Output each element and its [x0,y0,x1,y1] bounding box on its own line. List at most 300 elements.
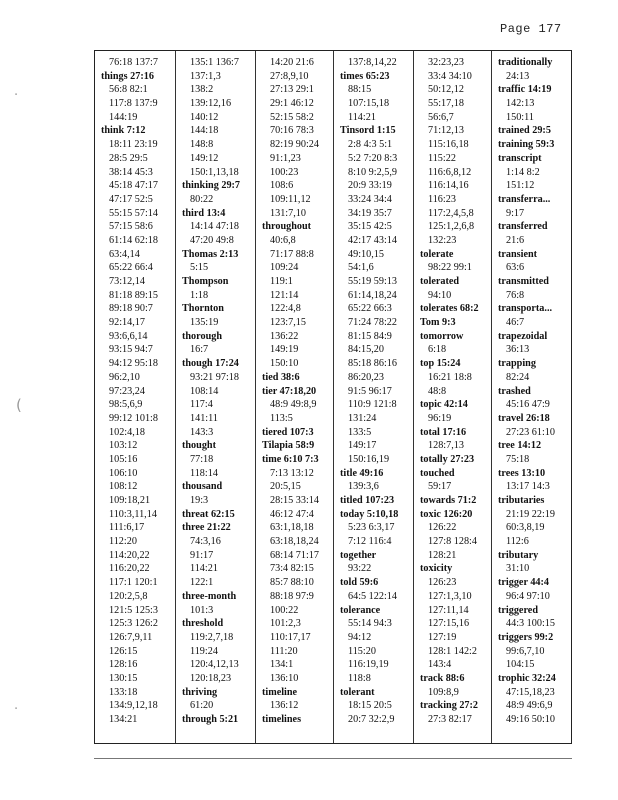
index-term: transferred [498,221,548,233]
index-term: transcript [498,152,542,164]
index-reference: 144:18 [190,125,219,137]
index-reference: 121:14 [270,289,299,301]
index-reference: 45:18 47:17 [109,180,158,192]
index-reference: 68:14 71:17 [270,549,319,561]
index-reference: 116:6,8,12 [428,166,472,178]
index-term: tomorrow [420,330,464,342]
index-reference: 93:15 94:7 [109,344,153,356]
index-term: through 5:21 [182,714,239,725]
index-reference: 127:19 [428,631,457,643]
index-reference: 117:8 137:9 [109,98,158,110]
index-reference: 71:24 78:22 [348,317,397,329]
index-term: tracking 27:2 [420,700,479,712]
margin-mark: · [14,702,19,717]
index-reference: 113:5 [270,412,293,424]
index-column-3 [255,51,333,743]
index-reference: 131:7,10 [270,207,306,219]
index-term: transporta... [498,303,553,315]
index-reference: 126:7,9,11 [109,631,153,643]
index-term: thinking 29:7 [182,180,241,192]
index-reference: 117:2,4,5,8 [428,207,474,219]
index-reference: 149:12 [190,152,219,164]
index-term: things 27:16 [101,70,154,82]
index-term: tier 47:18,20 [262,385,317,397]
index-reference: 120:4,12,13 [190,659,239,671]
index-term: tiered 107:3 [262,426,314,438]
index-reference: 28:15 33:14 [270,495,319,506]
index-reference: 36:13 [506,344,530,356]
index-reference: 85:18 86:16 [348,358,397,370]
index-reference: 91:1,23 [270,152,301,164]
index-reference: 102:4,18 [109,426,145,438]
index-reference: 48:9 49:8,9 [270,399,317,411]
index-reference: 9:17 [506,207,525,219]
index-reference: 44:3 100:15 [506,618,555,630]
index-term: threshold [182,618,224,630]
index-term: times 65:23 [340,70,390,82]
index-reference: 116:14,16 [428,180,469,192]
index-reference: 33:4 34:10 [428,70,472,82]
index-reference: 77:18 [190,453,214,465]
index-term: timeline [262,686,298,698]
index-reference: 65:22 66:4 [109,262,153,274]
index-reference: 116:23 [428,193,456,205]
index-reference: 117:4 [190,399,213,411]
index-reference: 112:20 [109,536,137,548]
index-reference: 85:7 88:10 [270,577,314,589]
index-reference: 134:1 [270,659,294,671]
index-reference: 18:11 23:19 [109,139,158,151]
index-reference: 128:21 [428,549,457,561]
index-reference: 140:12 [190,111,219,123]
index-reference: 139:3,6 [348,481,379,493]
index-term: top 15:24 [420,358,461,370]
index-term: three-month [182,590,237,602]
index-term: Tom 9:3 [420,317,456,329]
index-reference: 57:15 58:6 [109,221,153,233]
index-reference: 91:17 [190,549,214,561]
index-reference: 81:15 84:9 [348,330,392,342]
index-term: triggered [498,604,538,616]
index-reference: 96:4 97:10 [506,590,550,602]
index-reference: 148:8 [190,139,214,151]
index-term: travel 26:18 [498,412,550,424]
index-term: told 59:6 [340,577,379,589]
index-reference: 130:15 [109,672,138,684]
index-term: Tinsord 1:15 [340,125,396,137]
index-term: third 13:4 [182,207,226,219]
index-reference: 114:20,22 [109,549,150,561]
index-reference: 24:13 [506,70,530,82]
index-reference: 34:19 35:7 [348,207,392,219]
index-reference: 75:18 [506,453,530,465]
index-reference: 92:14,17 [109,317,145,329]
index-reference: 38:14 45:3 [109,166,153,178]
index-term: triggers 99:2 [498,631,554,643]
index-term: transmitted [498,276,549,287]
index-reference: 1:14 8:2 [506,166,540,178]
index-term: time 6:10 7:3 [262,453,319,465]
index-term: titled 107:23 [340,495,395,506]
index-reference: 150:11 [506,111,534,123]
index-reference: 114:21 [190,563,218,575]
index-reference: 47:15,18,23 [506,686,555,698]
index-reference: 8:10 9:2,5,9 [348,166,397,178]
index-reference: 126:15 [109,645,138,657]
index-reference: 99:12 101:8 [109,412,158,424]
index-term: trained 29:5 [498,125,551,137]
index-reference: 50:12,12 [428,84,464,96]
index-reference: 45:16 47:9 [506,399,550,411]
index-reference: 141:11 [190,412,218,424]
index-reference: 63:18,18,24 [270,536,319,548]
index-term: timelines [262,714,302,725]
index-reference: 135:1 136:7 [190,57,239,68]
index-term: trapezoidal [498,330,548,342]
index-term: toxic 126:20 [420,508,473,520]
index-reference: 94:12 95:18 [109,358,158,370]
index-column-1 [95,51,175,743]
index-reference: 71:17 88:8 [270,248,314,260]
index-reference: 137:8,14,22 [348,57,397,68]
index-reference: 98:22 99:1 [428,262,472,274]
index-term: thought [182,440,216,452]
index-reference: 63:4,14 [109,248,140,260]
index-reference: 123:7,15 [270,317,306,329]
index-reference: 2:8 4:3 5:1 [348,139,393,151]
index-reference: 122:1 [190,577,214,589]
index-term: thousand [182,481,223,493]
index-reference: 91:5 96:17 [348,385,392,397]
index-reference: 143:4 [428,659,452,671]
index-term: track 88:6 [420,672,465,684]
index-reference: 119:2,7,18 [190,631,234,643]
index-reference: 84:15,20 [348,344,384,356]
index-term: tolerate [420,248,454,260]
index-reference: 135:19 [190,317,219,329]
index-reference: 120:2,5,8 [109,590,148,602]
index-reference: 65:22 66:3 [348,303,392,315]
index-reference: 89:18 90:7 [109,303,153,315]
index-reference: 115:20 [348,645,376,657]
index-reference: 93:22 [348,563,372,575]
index-term: today 5:10,18 [340,508,399,520]
index-reference: 86:20,23 [348,371,384,383]
index-reference: 101:3 [190,604,214,616]
index-term: tree 14:12 [498,440,542,452]
index-term: trophic 32:24 [498,672,556,684]
index-term: trigger 44:4 [498,577,550,589]
index-reference: 150:1,13,18 [190,166,239,178]
index-reference: 14:14 47:18 [190,221,239,233]
index-reference: 93:21 97:18 [190,371,239,383]
index-reference: 55:14 94:3 [348,618,392,630]
index-term: traffic 14:19 [498,84,552,96]
index-reference: 136:22 [270,330,299,342]
index-reference: 115:22 [428,152,456,164]
index-reference: 98:5,6,9 [109,399,143,411]
index-reference: 107:15,18 [348,98,390,110]
index-reference: 121:5 125:3 [109,604,158,616]
index-reference: 132:23 [428,234,457,246]
index-table [94,50,572,744]
index-reference: 149:19 [270,344,299,356]
index-reference: 137:1,3 [190,70,221,82]
index-term: tributary [498,549,539,561]
index-reference: 20:5,15 [270,481,301,493]
index-reference: 48:9 49:6,9 [506,700,553,712]
index-reference: 82:19 90:24 [270,139,319,151]
index-reference: 27:3 82:17 [428,714,472,725]
index-reference: 96:19 [428,412,452,424]
index-reference: 103:12 [109,440,138,452]
index-reference: 127:15,16 [428,618,470,630]
index-reference: 20:9 33:19 [348,180,392,192]
index-term: total 17:16 [420,426,467,438]
index-term: Thomas 2:13 [182,248,239,260]
index-reference: 114:21 [348,111,376,123]
index-reference: 142:13 [506,98,535,110]
index-reference: 48:8 [428,385,447,397]
index-reference: 73:4 82:15 [270,563,314,575]
index-reference: 56:8 82:1 [109,84,148,96]
index-reference: 76:18 137:7 [109,57,158,68]
bottom-rule [94,758,572,759]
index-term: Thornton [182,303,224,315]
index-reference: 94:10 [428,289,452,301]
index-reference: 116:19,19 [348,659,389,671]
index-reference: 73:12,14 [109,276,145,287]
index-reference: 60:3,8,19 [506,522,545,534]
index-reference: 20:7 32:2,9 [348,714,395,725]
index-reference: 108:12 [109,481,138,493]
index-term: transferra... [498,193,551,205]
index-reference: 16:21 18:8 [428,371,472,383]
index-reference: 105:16 [109,453,138,465]
index-reference: 138:2 [190,84,214,96]
index-reference: 119:1 [270,276,293,287]
index-reference: 27:8,9,10 [270,70,309,82]
index-term: toxicity [420,563,453,575]
index-reference: 100:23 [270,166,299,178]
index-reference: 108:14 [190,385,219,397]
index-reference: 5:2 7:20 8:3 [348,152,398,164]
index-term: totally 27:23 [420,453,475,465]
index-reference: 126:23 [428,577,457,589]
index-reference: 29:1 46:12 [270,98,314,110]
index-reference: 125:1,2,6,8 [428,221,475,233]
index-reference: 54:1,6 [348,262,374,274]
index-term: thriving [182,686,218,698]
index-reference: 6:18 [428,344,447,356]
index-reference: 122:4,8 [270,303,301,315]
index-reference: 112:6 [506,536,529,548]
index-reference: 109:8,9 [428,686,459,698]
index-term: threat 62:15 [182,508,235,520]
index-reference: 40:6,8 [270,234,296,246]
index-reference: 116:20,22 [109,563,150,575]
index-reference: 125:3 126:2 [109,618,158,630]
index-reference: 31:10 [506,563,530,575]
index-reference: 134:21 [109,714,138,725]
index-reference: 61:14,18,24 [348,289,397,301]
index-reference: 7:13 13:12 [270,467,314,479]
index-reference: 42:17 43:14 [348,234,397,246]
index-term: throughout [262,221,312,233]
index-reference: 19:3 [190,495,209,506]
index-reference: 131:24 [348,412,377,424]
index-reference: 55:15 57:14 [109,207,158,219]
page-number: Page 177 [500,22,562,36]
index-reference: 21:19 22:19 [506,508,555,520]
index-reference: 16:7 [190,344,209,356]
index-term: touched [420,467,455,479]
index-reference: 27:23 61:10 [506,426,555,438]
index-reference: 127:11,14 [428,604,469,616]
index-reference: 96:2,10 [109,371,140,383]
index-reference: 5:23 6:3,17 [348,522,395,534]
index-reference: 99:6,7,10 [506,645,545,657]
index-reference: 128:1 142:2 [428,645,477,657]
index-reference: 106:10 [109,467,138,479]
index-reference: 111:20 [270,645,298,657]
index-column-5 [413,51,491,743]
index-reference: 150:16,19 [348,453,390,465]
index-reference: 21:6 [506,234,525,246]
index-reference: 35:15 42:5 [348,221,392,233]
index-reference: 28:5 29:5 [109,152,148,164]
index-reference: 63:1,18,18 [270,522,314,534]
index-reference: 61:14 62:18 [109,234,158,246]
index-reference: 33:24 34:4 [348,193,392,205]
index-reference: 126:22 [428,522,457,534]
index-term: Tilapia 58:9 [262,440,315,452]
index-reference: 61:20 [190,700,214,712]
index-reference: 127:1,3,10 [428,590,472,602]
index-reference: 149:17 [348,440,377,452]
index-reference: 7:12 116:4 [348,536,392,548]
index-reference: 56:6,7 [428,111,454,123]
index-term: trapping [498,358,536,370]
index-term: tolerated [420,276,460,287]
index-reference: 136:10 [270,672,299,684]
index-reference: 94:12 [348,631,372,643]
index-reference: 150:10 [270,358,299,370]
index-reference: 144:19 [109,111,138,123]
index-reference: 49:16 50:10 [506,714,555,725]
index-reference: 88:18 97:9 [270,590,314,602]
index-column-4 [333,51,413,743]
index-reference: 81:18 89:15 [109,289,158,301]
index-reference: 97:23,24 [109,385,145,397]
index-term: three 21:22 [182,522,231,534]
index-reference: 118:14 [190,467,218,479]
index-term: towards 71:2 [420,495,477,506]
index-reference: 88:15 [348,84,372,96]
index-reference: 118:8 [348,672,371,684]
index-reference: 47:17 52:5 [109,193,153,205]
index-reference: 110:17,17 [270,631,311,643]
index-column-6 [491,51,570,743]
index-reference: 128:7,13 [428,440,464,452]
index-term: tolerant [340,686,375,698]
index-reference: 115:16,18 [428,139,469,151]
index-reference: 111:6,17 [109,522,145,534]
index-reference: 110:3,11,14 [109,508,157,520]
index-reference: 32:23,23 [428,57,464,68]
index-reference: 151:12 [506,180,535,192]
index-reference: 109:11,12 [270,193,311,205]
index-reference: 80:22 [190,193,214,205]
index-reference: 133:18 [109,686,138,698]
index-reference: 70:16 78:3 [270,125,314,137]
index-reference: 143:3 [190,426,214,438]
index-term: trashed [498,385,531,397]
index-term: together [340,549,377,561]
index-reference: 14:20 21:6 [270,57,314,68]
index-reference: 71:12,13 [428,125,464,137]
index-reference: 5:15 [190,262,209,274]
index-reference: 127:8 128:4 [428,536,477,548]
index-term: thorough [182,330,223,342]
index-reference: 47:20 49:8 [190,234,234,246]
index-reference: 64:5 122:14 [348,590,397,602]
index-reference: 119:24 [190,645,218,657]
index-reference: 46:7 [506,317,525,329]
index-reference: 55:19 59:13 [348,276,397,287]
index-reference: 63:6 [506,262,525,274]
index-term: tolerance [340,604,381,616]
index-term: tolerates 68:2 [420,303,479,315]
margin-mark: ( [16,396,22,414]
margin-mark: · [14,88,19,103]
index-reference: 136:12 [270,700,299,712]
index-term: traditionally [498,57,553,68]
index-reference: 49:10,15 [348,248,384,260]
index-reference: 134:9,12,18 [109,700,158,712]
index-term: tied 38:6 [262,371,300,383]
index-reference: 1:18 [190,289,209,301]
index-reference: 109:24 [270,262,299,274]
index-reference: 82:24 [506,371,530,383]
index-reference: 101:2,3 [270,618,301,630]
index-reference: 93:6,6,14 [109,330,148,342]
index-reference: 128:16 [109,659,138,671]
index-term: transient [498,248,538,260]
index-term: tributaries [498,495,545,506]
index-term: training 59:3 [498,139,555,151]
index-reference: 76:8 [506,289,525,301]
index-reference: 104:15 [506,659,535,671]
index-reference: 55:17,18 [428,98,464,110]
index-reference: 27:13 29:1 [270,84,314,96]
index-term: topic 42:14 [420,399,468,411]
index-column-2 [175,51,255,743]
index-reference: 59:17 [428,481,452,493]
index-term: though 17:24 [182,358,239,370]
index-term: Thompson [182,276,229,287]
index-reference: 52:15 58:2 [270,111,314,123]
index-reference: 108:6 [270,180,294,192]
index-reference: 13:17 14:3 [506,481,550,493]
index-reference: 110:9 121:8 [348,399,397,411]
index-reference: 133:5 [348,426,372,438]
index-reference: 74:3,16 [190,536,221,548]
index-reference: 117:1 120:1 [109,577,158,589]
index-reference: 46:12 47:4 [270,508,314,520]
index-reference: 18:15 20:5 [348,700,392,712]
index-reference: 120:18,23 [190,672,232,684]
